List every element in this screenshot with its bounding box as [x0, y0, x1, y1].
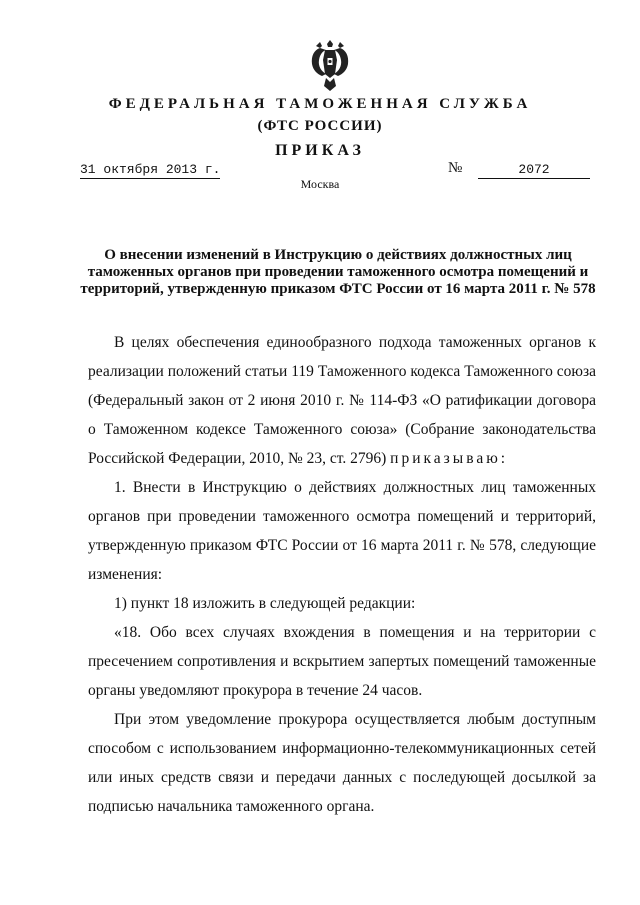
preamble-text: В целях обеспечения единообразного подхода таможенных органов к реализации положений статьи 119 Таможенного кодекса Таможенного союза (Федеральный закон от 2 июня 2010 г. № 114-ФЗ «О ратификации договора о Таможенном кодексе Таможенного союза» (Собрание законодательства Российской Федерации, 2010, № 23, ст. 2796)	[88, 334, 596, 467]
paragraph-clause-18: «18. Обо всех случаях вхождения в помещения и на территории с пресечением сопротивления и вскрытием запертых помещений таможенные органы уведомляют прокурора в течение 24 часов.	[88, 624, 596, 699]
order-number: 2072	[478, 162, 590, 179]
organization-abbreviation: (ФТС РОССИИ)	[257, 118, 383, 134]
document-title: О внесении изменений в Инструкцию о действиях должностных лиц таможенных органов при проведении таможенного осмотра помещений и территорий, утвержденную приказом ФТС России от 16 марта 2011 г. № 578	[80, 247, 596, 297]
organization-name: ФЕДЕРАЛЬНАЯ ТАМОЖЕННАЯ СЛУЖБА	[108, 96, 532, 112]
order-word: приказываю:	[390, 450, 509, 467]
paragraph-preamble	[88, 328, 596, 473]
paragraph-subitem-1: 1) пункт 18 изложить в следующей редакции:	[114, 595, 416, 612]
document-body	[88, 328, 596, 821]
paragraph-item-1: 1. Внести в Инструкцию о действиях должностных лиц таможенных органов при проведении таможенного осмотра помещений и территорий, утвержденную приказом ФТС России от 16 марта 2011 г. № 578, следующие изменения:	[88, 479, 596, 583]
double-headed-eagle-emblem-icon	[308, 40, 352, 92]
order-date: 31 октября 2013 г.	[80, 162, 221, 177]
city: Москва	[300, 177, 340, 191]
number-sign: №	[448, 160, 463, 176]
paragraph-notification: При этом уведомление прокурора осуществляется любым доступным способом с использованием информационно-телекоммуникационных сетей или иных средств связи и передачи данных с последующей досылкой за подписью начальника таможенного органа.	[88, 711, 596, 815]
document-type: ПРИКАЗ	[275, 142, 365, 159]
